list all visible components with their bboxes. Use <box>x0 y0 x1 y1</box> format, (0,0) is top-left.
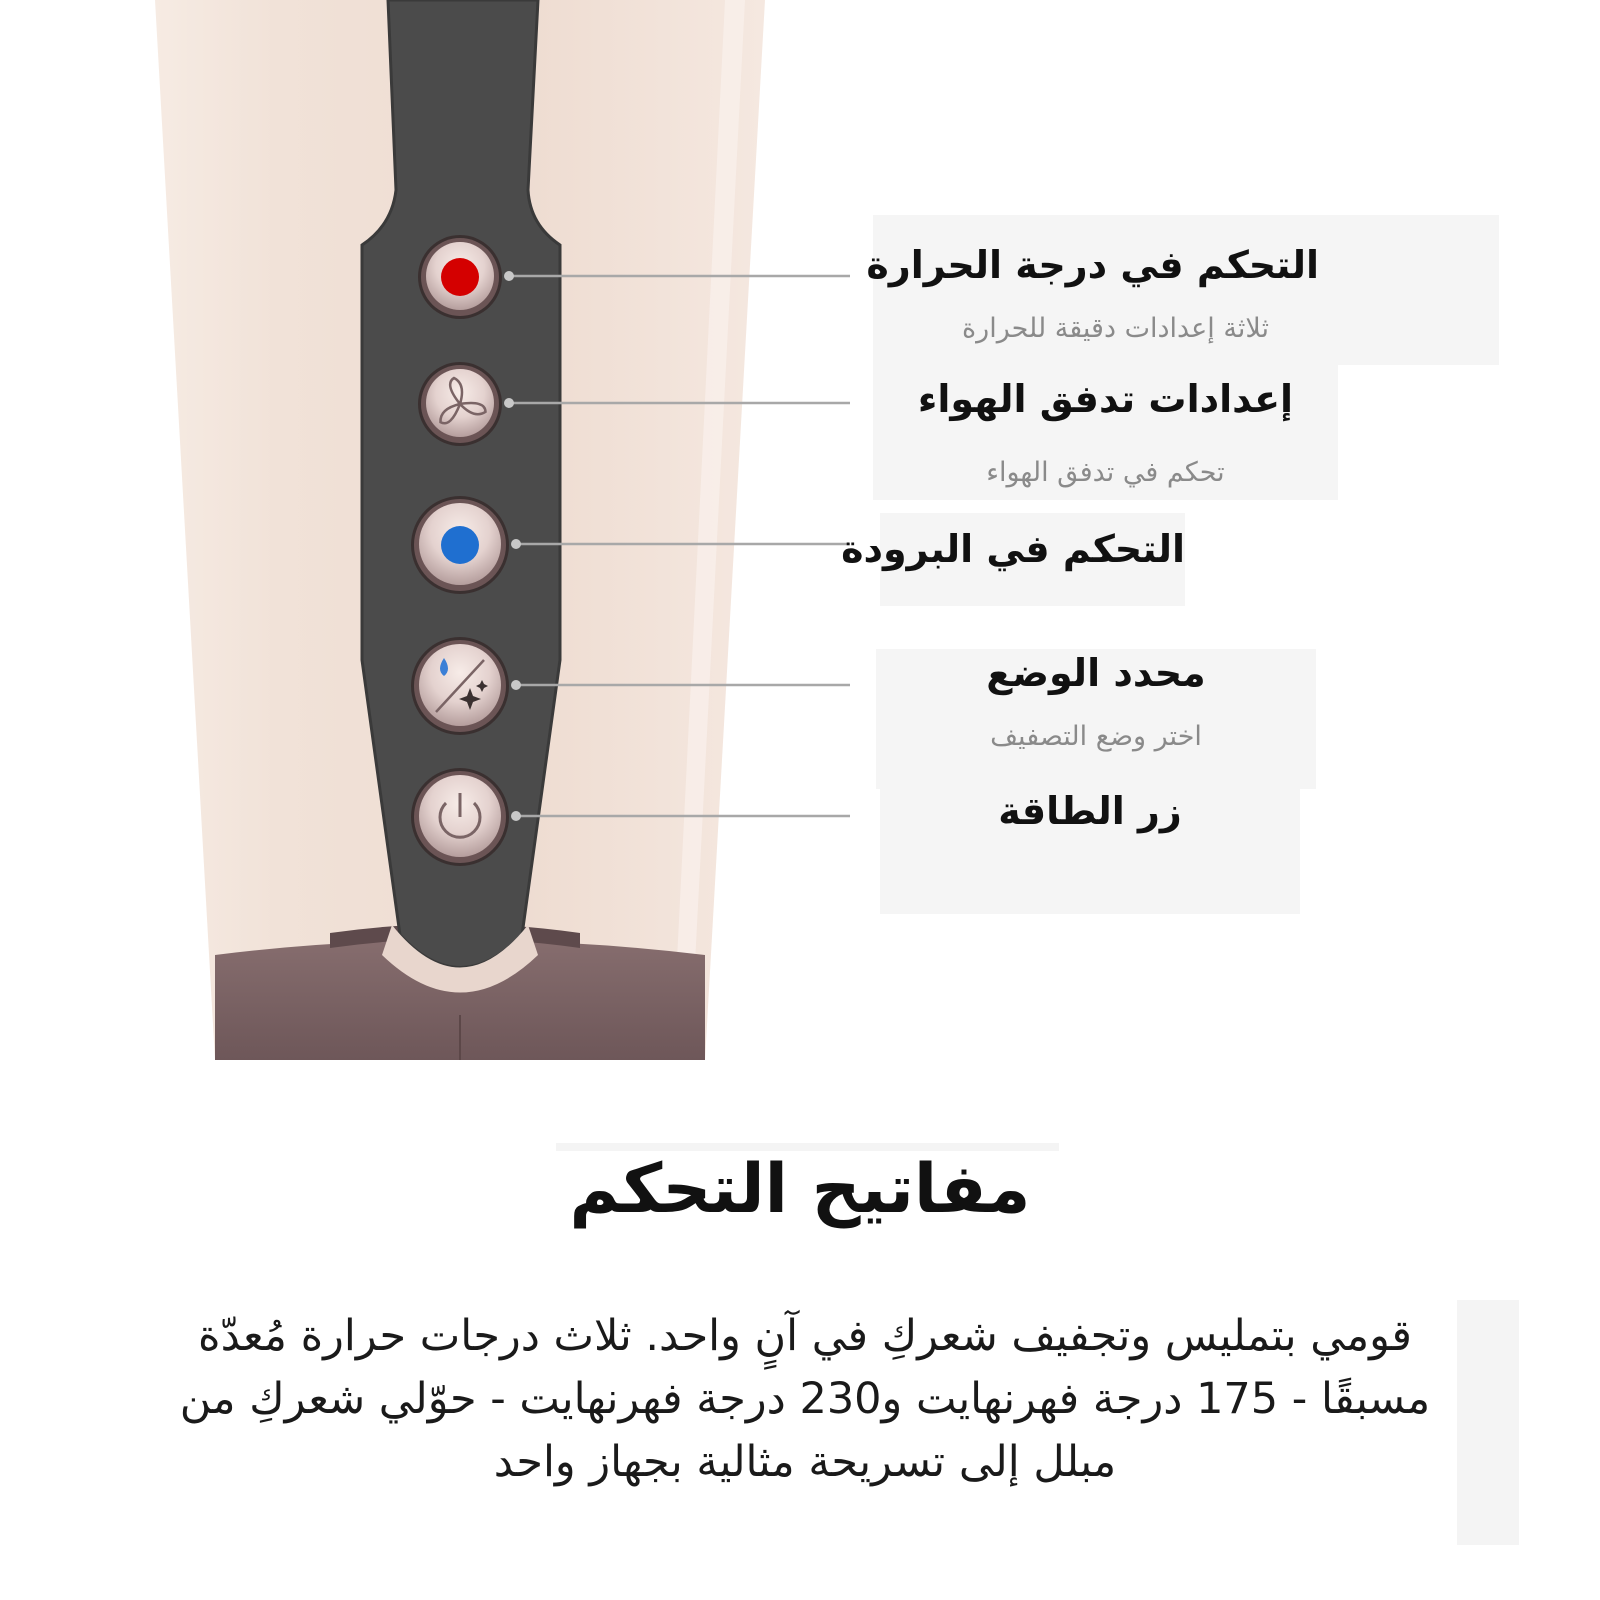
control-button-1[interactable] <box>418 235 502 319</box>
control-title: التحكم في البرودة <box>841 527 1185 571</box>
control-subtitle: اختر وضع التصفيف <box>990 721 1202 752</box>
section-title: مفاتيح التحكم <box>569 1150 1031 1229</box>
connector-dot-2 <box>504 398 514 408</box>
description-side-panel <box>1457 1300 1519 1545</box>
control-label-3 <box>841 513 1185 606</box>
connector-dot-5 <box>511 811 521 821</box>
connector-dot-1 <box>504 271 514 281</box>
red-dot-icon <box>441 258 479 296</box>
section-description: قومي بتمليس وتجفيف شعركِ في آنٍ واحد. ثلاث درجات حرارة مُعدّة مسبقًا - 175 درجة فهرنهايت و230 درجة فهرنهايت - حوّلي شعركِ من مبلل إلى تسريحة مثالية بجهاز واحد <box>179 1311 1431 1487</box>
control-button-4[interactable] <box>411 637 509 735</box>
control-button-5[interactable] <box>411 768 509 866</box>
device-illustration <box>0 0 900 1060</box>
control-button-2[interactable] <box>418 362 502 446</box>
control-label-4 <box>876 649 1316 789</box>
blue-dot-icon <box>441 526 479 564</box>
control-subtitle: تحكم في تدفق الهواء <box>986 457 1225 488</box>
control-label-1 <box>866 215 1499 365</box>
control-title: زر الطاقة <box>998 789 1182 833</box>
control-title: محدد الوضع <box>986 651 1206 695</box>
control-subtitle: ثلاثة إعدادات دقيقة للحرارة <box>962 313 1269 344</box>
control-title: إعدادات تدفق الهواء <box>917 377 1294 421</box>
connector-dot-4 <box>511 680 521 690</box>
control-button-3[interactable] <box>411 496 509 594</box>
control-title: التحكم في درجة الحرارة <box>866 243 1319 287</box>
control-label-5 <box>880 789 1300 914</box>
connector-dot-3 <box>511 539 521 549</box>
control-label-2 <box>873 365 1338 500</box>
